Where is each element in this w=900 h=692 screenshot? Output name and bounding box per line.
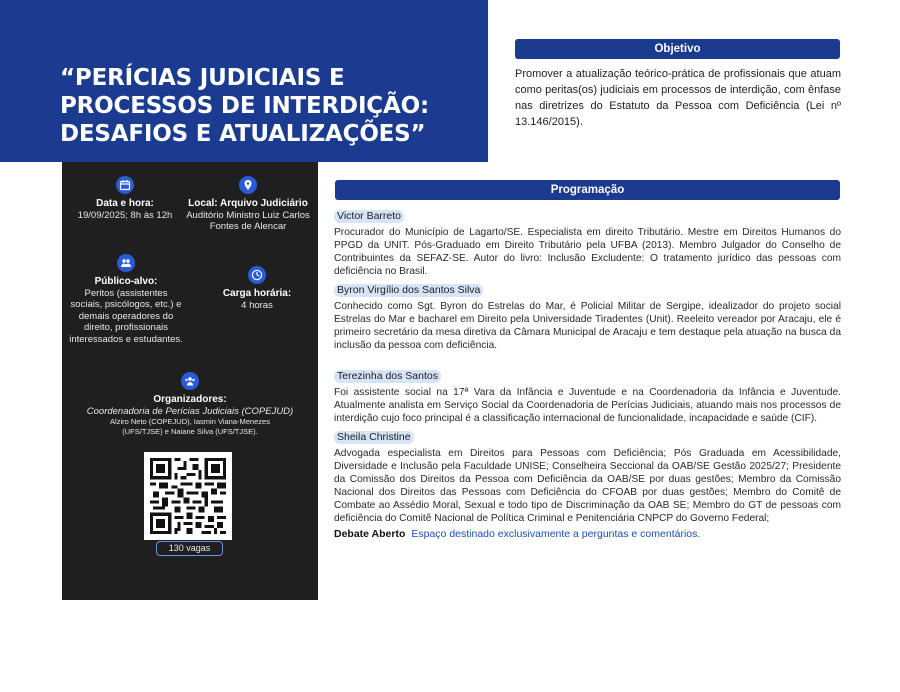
- location-label: Local: Arquivo Judiciário: [188, 198, 308, 209]
- signup-label: Inscreva-se:: [180, 610, 196, 692]
- audience-value: Peritos (assistentes sociais, psicólogos, etc.) e demais operadores do direito, profissionais interessados e estudantes.: [69, 287, 183, 345]
- location-info: [182, 176, 314, 233]
- speaker-name: Terezinha dos Santos: [334, 370, 441, 383]
- organizers-info: [66, 372, 314, 436]
- objective-text: Promover a atualização teórico-prática de profissionais que atuam como peritas(os) judiciais em processos de interdição, com ênfase nas diretrizes do Estatuto da Pessoa com Deficiência (Lei nº 13.146/2015).: [515, 68, 841, 128]
- date-value: 19/09/2025; 8h às 12h: [77, 209, 173, 221]
- organizers-people: Alziro Neto (COPEJUD), Iasmin Viana-Menezes (UFS/TJSE) e Naiane Silva (UFS/TJSE).: [110, 417, 270, 436]
- program-heading: Programação: [335, 180, 840, 200]
- workload-value: 4 horas: [241, 299, 273, 311]
- workload-info: [202, 266, 312, 311]
- debate-label: Debate Aberto: [334, 528, 406, 540]
- date-info: [70, 176, 180, 221]
- speaker-name: Byron Virgílio dos Santos Silva: [334, 284, 483, 297]
- debate-item: [334, 527, 841, 541]
- speaker-name: Sheila Christine: [334, 431, 414, 444]
- date-label: Data e hora:: [96, 198, 154, 209]
- clock-icon: [248, 266, 266, 284]
- location-pin-icon: [239, 176, 257, 194]
- title-band: [0, 0, 488, 162]
- title-line-1: “PERÍCIAS JUDICIAIS E: [60, 65, 345, 91]
- event-title: [60, 64, 480, 148]
- vacancies-badge: 130 vagas: [156, 541, 223, 556]
- speaker-item: [334, 427, 841, 525]
- speaker-bio: Foi assistente social na 17ª Vara da Infância e Juventude e na Coordenadoria da Infância e Juventude. Atualmente analista em Serviço Social da Coordenadoria de Perícias Judiciais, atuando mais nos processos de interdição cujo foco principal é a classificação internacional de funcionalidade, incapacidade e saúde (CIF).: [334, 387, 841, 424]
- program-list: [334, 206, 841, 541]
- speaker-item: [334, 280, 841, 352]
- title-line-3: DESAFIOS E ATUALIZAÇÕES”: [60, 121, 426, 147]
- speaker-item: [334, 366, 841, 425]
- speaker-name: Victor Barreto: [334, 210, 404, 223]
- organizers-icon: [181, 372, 199, 390]
- signup-qr-code[interactable]: [144, 452, 232, 540]
- audience-label: Público-alvo:: [94, 276, 158, 287]
- speaker-item: [334, 206, 841, 278]
- speaker-bio: Advogada especialista em Direitos para Pessoas com Deficiência; Pós Graduada em Acessibilidade, Diversidade e Inclusão pela Faculdade UNISE; Conselheira Seccional da OAB/SE Gestão 2025/27; Presidente da Comissão dos Direitos da Pessoa com Deficiência da OAB/SE por duas gestões; Membro da Comissão Nacional dos Direitos das Pessoas com Deficiência do CFOAB por duas gestões; Membro do Comitê de Combate ao Assédio Moral, Sexual e todo tipo de Discriminação da OAB SE; Membro do GT de pessoas com deficiência do Comitê Nacional de Política Criminal e Penitenciária CNPCP do Governo Federal;: [334, 448, 841, 524]
- workload-label: Carga horária:: [222, 288, 292, 299]
- objective-heading: Objetivo: [515, 39, 840, 59]
- people-icon: [117, 254, 135, 272]
- debate-text: Espaço destinado exclusivamente a perguntas e comentários.: [411, 528, 701, 540]
- qr-code: [150, 458, 226, 534]
- title-line-2: PROCESSOS DE INTERDIÇÃO:: [60, 93, 429, 119]
- speaker-bio: Procurador do Município de Lagarto/SE. Especialista em direito Tributário. Mestre em Direitos Humanos do PPGD da UNIT. Pós-Graduado em Direito Tributário pela UFBA (2013). Membro Julgador do Conselho de Contribuintes da SEFAZ-SE. Autor do livro: Inclusão Excludente: O tratamento jurídico das pessoas com deficiência no Brasil.: [334, 227, 841, 277]
- location-value: Auditório Ministro Luiz Carlos Fontes de Alencar: [186, 209, 310, 232]
- audience-info: [68, 254, 184, 345]
- calendar-icon: [116, 176, 134, 194]
- organizers-org: Coordenadoria de Perícias Judiciais (COPEJUD): [86, 405, 294, 417]
- speaker-bio: Conhecido como Sgt. Byron do Estrelas do Mar, é Policial Militar de Sergipe, idealizador do projeto social Estrelas do Mar e bacharel em Direito pela Universidade Tiradentes (Unit). Reeleito vereador por Aracaju, ele é primeiro secretário da mesa diretiva da Câmara Municipal de Aracaju e tem destaque pela atuação na busca da inclusão da pessoa com deficiência.: [334, 301, 841, 351]
- organizers-label: Organizadores:: [153, 394, 227, 405]
